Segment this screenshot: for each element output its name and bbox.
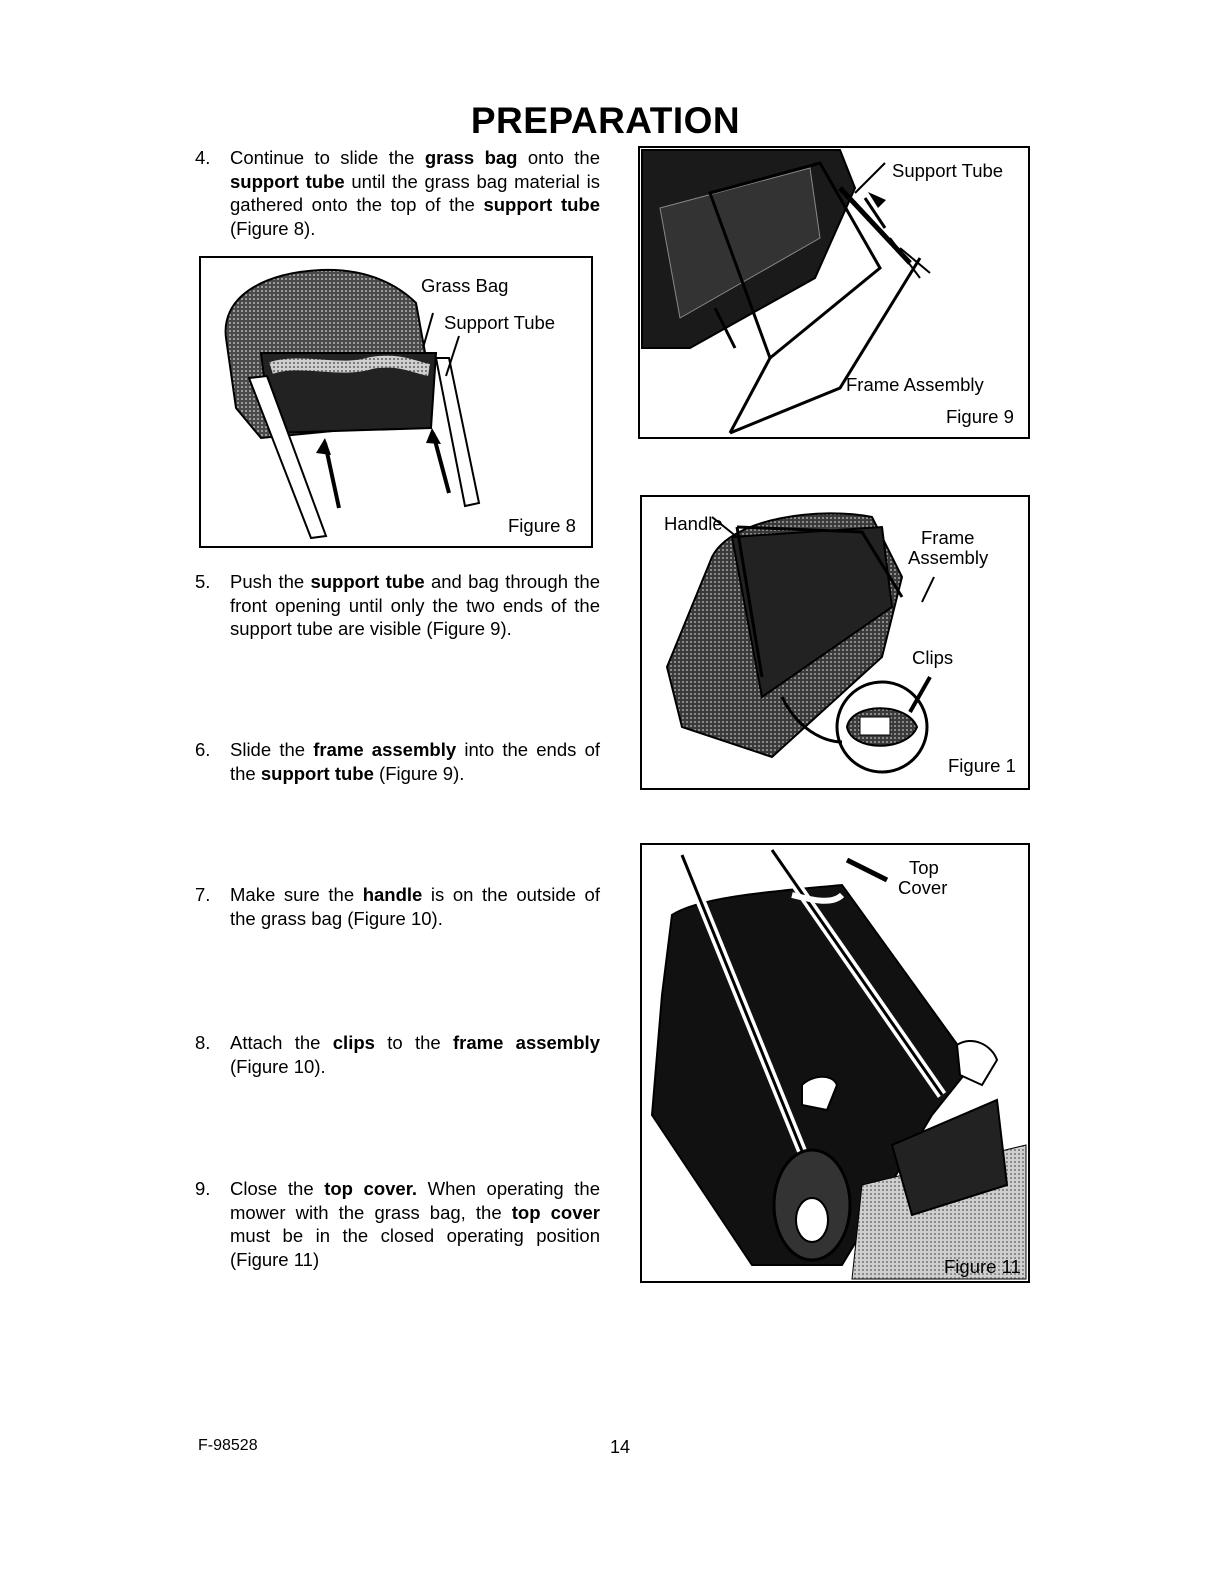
step-number: 5. (195, 571, 211, 592)
text-run: Close the (230, 1178, 325, 1199)
figure-caption: Figure 1 (948, 755, 1016, 776)
step-text (230, 883, 600, 930)
step-4 (195, 146, 600, 240)
text-run: Push the (230, 571, 311, 592)
label-assembly: Assembly (908, 547, 989, 568)
figure-9 (638, 146, 1030, 439)
text-run: Slide the (230, 739, 314, 760)
figure-caption: Figure 11 (944, 1256, 1021, 1277)
text-run: Make sure the (230, 884, 363, 905)
text-run: Continue to slide the (230, 147, 425, 168)
label-frame-assembly: Frame Assembly (846, 374, 984, 395)
bold-term: frame assembly (313, 739, 457, 760)
step-text (230, 738, 600, 785)
step-6 (195, 738, 600, 785)
document-number: F-98528 (198, 1437, 258, 1454)
label-grass-bag: Grass Bag (421, 275, 509, 296)
step-8 (195, 1031, 600, 1078)
label-top: Top (909, 857, 939, 878)
bold-term: frame assembly (452, 1032, 600, 1053)
bold-term: top cover (511, 1201, 600, 1223)
figure-caption: Figure 9 (946, 406, 1014, 427)
top-cover-illustration (642, 845, 1028, 1281)
step-text (230, 1031, 600, 1078)
text-run: and bag through the front opening until only the two ends of the support tube are visible (Figure 9). (230, 571, 600, 639)
figure-8 (199, 256, 593, 548)
bold-term: grass bag (424, 147, 518, 168)
text-run: (Figure 9). (373, 762, 465, 784)
bold-term: support tube (260, 762, 374, 784)
text-run: When operating the mower with the grass bag, the (230, 1178, 601, 1223)
step-text (230, 570, 600, 641)
figure-10 (640, 495, 1030, 790)
bold-term: handle (362, 884, 423, 905)
step-9 (195, 1177, 600, 1271)
text-run: Attach the (230, 1032, 333, 1053)
text-run: onto the (517, 147, 600, 168)
step-number: 6. (195, 739, 211, 760)
text-run: is on the outside of the grass bag (Figure 10). (230, 884, 600, 929)
bold-term: support tube (310, 571, 425, 592)
step-7 (195, 883, 600, 930)
step-5 (195, 570, 600, 641)
step-number: 7. (195, 884, 211, 905)
bold-term: support tube (230, 170, 345, 192)
step-number: 8. (195, 1032, 211, 1053)
figure-caption: Figure 8 (508, 515, 576, 536)
label-handle: Handle (664, 513, 723, 534)
text-run: (Figure 10). (230, 1055, 326, 1077)
step-number: 4. (195, 147, 211, 168)
label-support-tube: Support Tube (444, 312, 556, 333)
step-text (230, 146, 600, 240)
label-frame: Frame (921, 527, 975, 548)
page-title: PREPARATION (470, 100, 741, 141)
figure-11 (640, 843, 1030, 1283)
bold-term: clips (332, 1032, 375, 1053)
text-run: (Figure 8). (230, 217, 316, 239)
text-run: to the (374, 1032, 453, 1053)
label-clips: Clips (912, 647, 954, 668)
bold-term: top cover. (324, 1178, 418, 1199)
text-run: until the grass bag material is gathered onto the top of the (230, 170, 600, 215)
label-support-tube: Support Tube (892, 160, 1004, 181)
bold-term: support tube (483, 194, 600, 215)
step-text (230, 1177, 600, 1271)
grass-bag-illustration (201, 258, 591, 546)
step-number: 9. (195, 1178, 211, 1199)
page-number: 14 (610, 1437, 631, 1457)
text-run: into the ends of the (230, 739, 600, 784)
text-run: must be in the closed operating position (Figure 11) (230, 1225, 600, 1270)
label-cover: Cover (898, 877, 948, 898)
